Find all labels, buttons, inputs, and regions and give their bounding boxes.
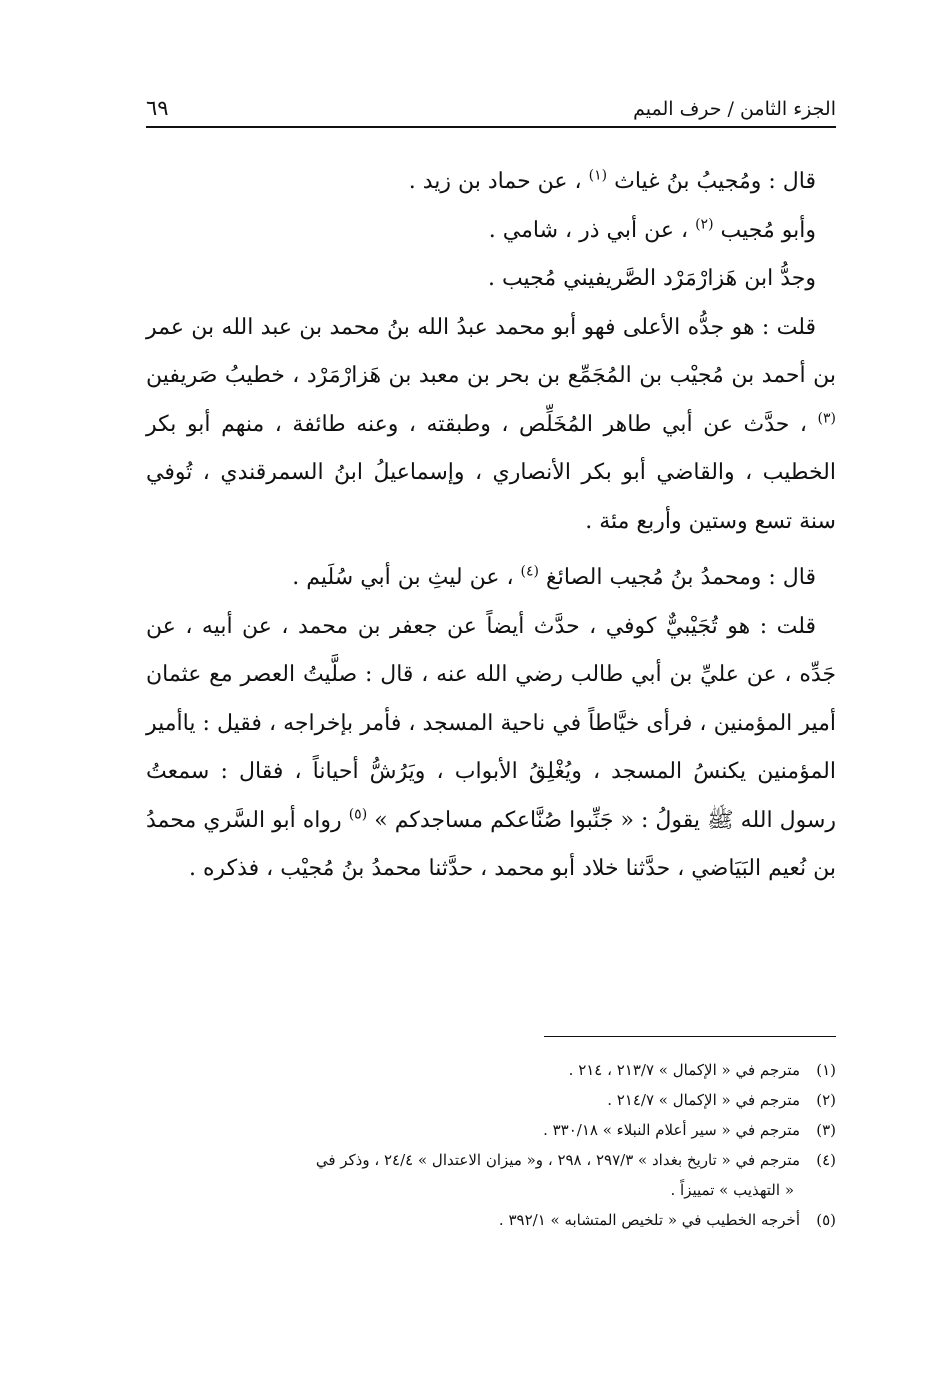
- paragraph-4: [146, 304, 836, 547]
- footnote-text: مترجم في « تاريخ بغداد » ٢٩٧/٣ ، ٢٩٨ ، و« ميزان الاعتدال » ٢٤/٤ ، وذكر في: [315, 1151, 800, 1169]
- footnote-ref-3: (٣): [817, 410, 836, 427]
- footnote-number: (٣): [816, 1121, 836, 1139]
- footnote-text: « التهذيب » تمييزاً .: [670, 1181, 794, 1199]
- footnote-text: مترجم في « الإكمال » ٢١٤/٧ .: [607, 1091, 800, 1109]
- paragraph-2: [146, 207, 836, 256]
- text-segment: ، حدَّث عن أبي طاهر المُخَلِّص ، وطبقته ، وعنه طائفة ، منهم أبو بكر الخطيب ، والقاضي أبو بكر الأنصاري ، وإسماعيلُ ابنُ السمرقندي ، تُوفي سنة تسع وستين وأربع مئة .: [146, 411, 836, 534]
- footnote-number: (١): [816, 1061, 836, 1079]
- text-segment: وأبو مُجيب: [720, 217, 816, 243]
- text-segment: قلت : هو تُجَيْبيٌّ كوفي ، حدَّث أيضاً عن جعفر بن محمد ، عن أبيه ، عن جَدِّه ، عن عليِّ بن أبي طالب رضي الله عنه ، قال : صلَّيتُ العصر مع عثمان أمير المؤمنين ، فرأى خيَّاطاً في ناحية المسجد ، فأمر بإخراجه ، فقيل : ياأمير المؤمنين يكنسُ المسجد ، ويُغْلِقُ الأبواب ، ويَرُشُّ أحياناً ، فقال : سمعتُ رسول الله ﷺ يقولُ : « جَنِّبوا صُنَّاعكم مساجدكم »: [146, 613, 837, 833]
- main-text: [146, 158, 836, 894]
- page-number: ٦٩: [146, 96, 169, 120]
- footnote-text: مترجم في « الإكمال » ٢١٣/٧ ، ٢١٤ .: [568, 1061, 800, 1079]
- footnotes: [146, 1055, 836, 1235]
- paragraph-1: [146, 158, 836, 207]
- text-segment: قال : ومُجيبُ بنُ غياث: [614, 169, 816, 194]
- footnote-number: (٢): [816, 1091, 836, 1109]
- running-title: الجزء الثامن / حرف الميم: [633, 98, 836, 120]
- paragraph-3: [146, 255, 836, 304]
- footnote-number: (٥): [816, 1211, 836, 1229]
- paragraph-6: [146, 603, 836, 894]
- header-rule: [146, 126, 836, 128]
- text-segment: رواه أبو السَّري محمدُ بن نُعيم البَيَاضي ، حدَّثنا خلاد أبو محمد ، حدَّثنا محمدُ بنُ مُجيْب ، فذكره .: [146, 807, 836, 881]
- footnote-4: [146, 1145, 836, 1175]
- footnote-text: أخرجه الخطيب في « تلخيص المتشابه » ٣٩٢/١ .: [498, 1211, 800, 1229]
- footnote-3: [146, 1115, 836, 1145]
- text-segment: قلت : هو جدُّه الأعلى فهو أبو محمد عبدُ الله بنُ محمد بن عبد الله بن عمر بن أحمد بن مُجيْب بن المُجَمِّع بن بحر بن معبد بن هَزارْمَرْد ، خطيبُ صَريفين: [146, 314, 836, 388]
- footnote-rule: [544, 1036, 836, 1037]
- paragraph-5: [146, 554, 836, 603]
- footnote-ref-4: (٤): [520, 563, 540, 580]
- text-segment: ، عن حماد بن زيد .: [408, 169, 582, 194]
- page-header: [146, 84, 836, 120]
- footnote-ref-5: (٥): [348, 806, 368, 823]
- text-segment: قال : ومحمدُ بنُ مُجيب الصائغ: [546, 565, 816, 590]
- footnote-1: [146, 1055, 836, 1085]
- footnote-2: [146, 1085, 836, 1115]
- footnote-text: مترجم في « سير أعلام النبلاء » ٣٣٠/١٨ .: [543, 1121, 800, 1139]
- footnote-5: [146, 1205, 836, 1235]
- footnote-4-continuation: [146, 1175, 836, 1205]
- text-segment: ، عن ليثِ بن أبي سُلَيم .: [292, 565, 514, 590]
- text-segment: ، عن أبي ذر ، شامي .: [488, 217, 689, 243]
- footnote-ref-2: (٢): [695, 216, 714, 233]
- footnote-ref-1: (١): [588, 167, 608, 184]
- footnote-number: (٤): [816, 1151, 836, 1169]
- text-segment: وجدُّ ابن هَزارْمَرْد الصَّريفيني مُجيب .: [487, 266, 816, 291]
